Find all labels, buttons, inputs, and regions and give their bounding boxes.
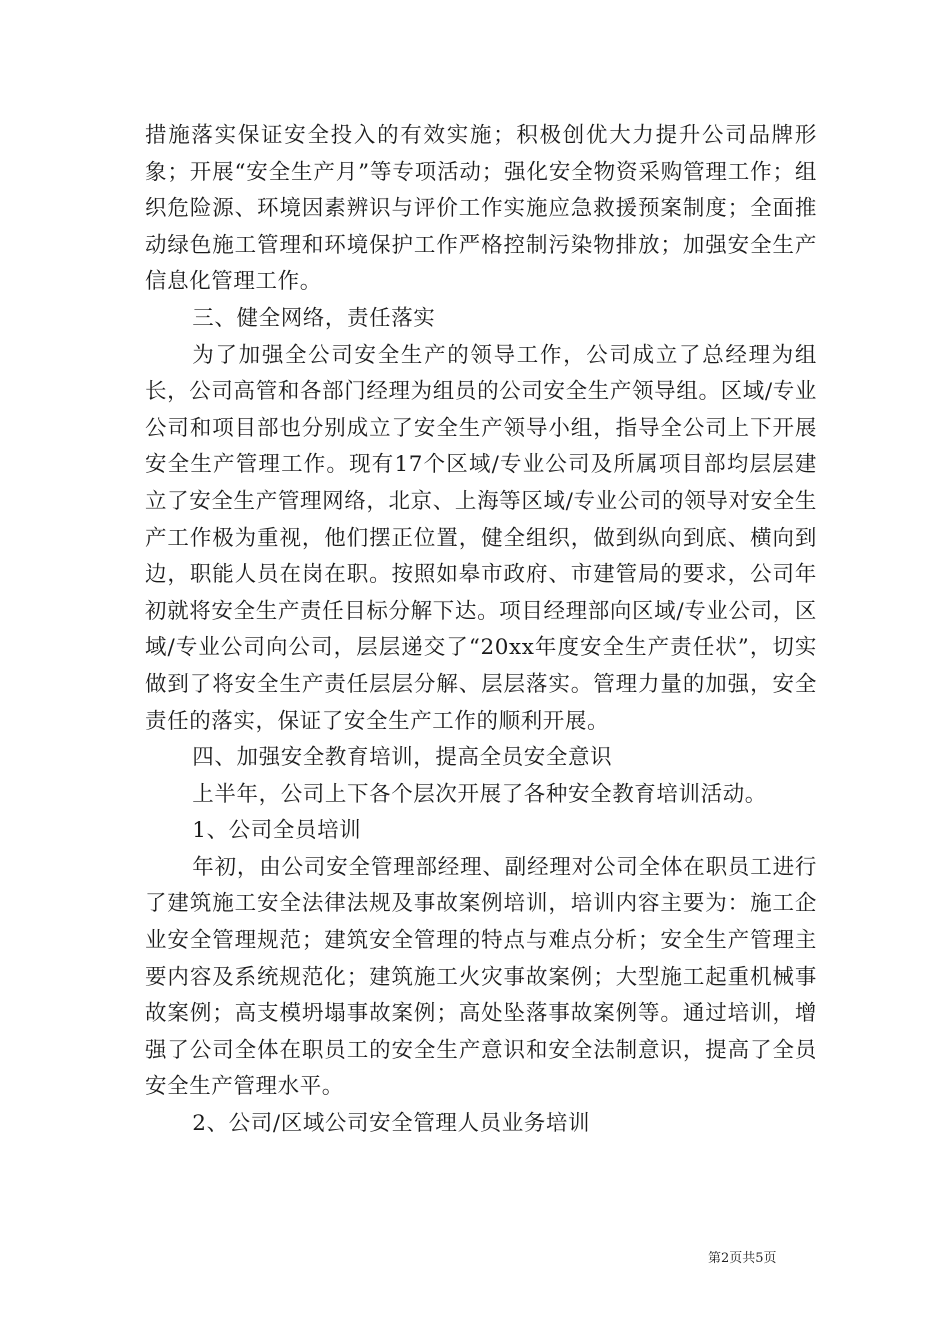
heading-safety-training: 四、加强安全教育培训，提高全员安全意识 bbox=[192, 745, 613, 771]
paragraph-all-staff-training: 年初，由公司安全管理部经理、副经理对公司全体在职员工进行了建筑施工安全法律法规及事故案例培训，培训内容主要为：施工企业安全管理规范；建筑安全管理的特点与难点分析；安全生产管理主要内容及系统规范化；建筑施工火灾事故案例；大型施工起重机械事故案例；高支模坍塌事故案例；高处坠落事故案例等。通过培训，增强了公司全体在职员工的安全生产意识和安全法制意识，提高了全员安全生产管理水平。 bbox=[145, 854, 817, 1100]
heading-network-responsibility: 三、健全网络，责任落实 bbox=[192, 305, 436, 331]
paragraph-leadership-network: 为了加强全公司安全生产的领导工作，公司成立了总经理为组长，公司高管和各部门经理为组员的公司安全生产领导组。区域/专业公司和项目部也分别成立了安全生产领导小组，指导全公司上下开展安全生产管理工作。现有17个区域/专业公司及所属项目部均层层建立了安全生产管理网络，北京、上海等区域/专业公司的领导对安全生产工作极为重视，他们摆正位置，健全组织，做到纵向到底、横向到边，职能人员在岗在职。按照如皋市政府、市建管局的要求，公司年初就将安全生产责任目标分解下达。项目经理部向区域/专业公司，区域/专业公司向公司，层层递交了“20xx年度安全生产责任状”，切实做到了将安全生产责任层层分解、层层落实。管理力量的加强，安全责任的落实，保证了安全生产工作的顺利开展。 bbox=[145, 342, 817, 734]
page-number: 第2页共5页 bbox=[708, 1251, 777, 1266]
subheading-safety-manager-training: 2、公司/区域公司安全管理人员业务培训 bbox=[192, 1111, 591, 1137]
subheading-all-staff-training: 1、公司全员培训 bbox=[192, 818, 362, 844]
paragraph-safety-measures: 措施落实保证安全投入的有效实施；积极创优大力提升公司品牌形象；开展“安全生产月”等专项活动；强化安全物资采购管理工作；组织危险源、环境因素辨识与评价工作实施应急救援预案制度；全面推动绿色施工管理和环境保护工作严格控制污染物排放；加强安全生产信息化管理工作。 bbox=[145, 123, 817, 295]
paragraph-training-overview: 上半年，公司上下各个层次开展了各种安全教育培训活动。 bbox=[192, 781, 767, 807]
document-body bbox=[145, 118, 817, 1143]
